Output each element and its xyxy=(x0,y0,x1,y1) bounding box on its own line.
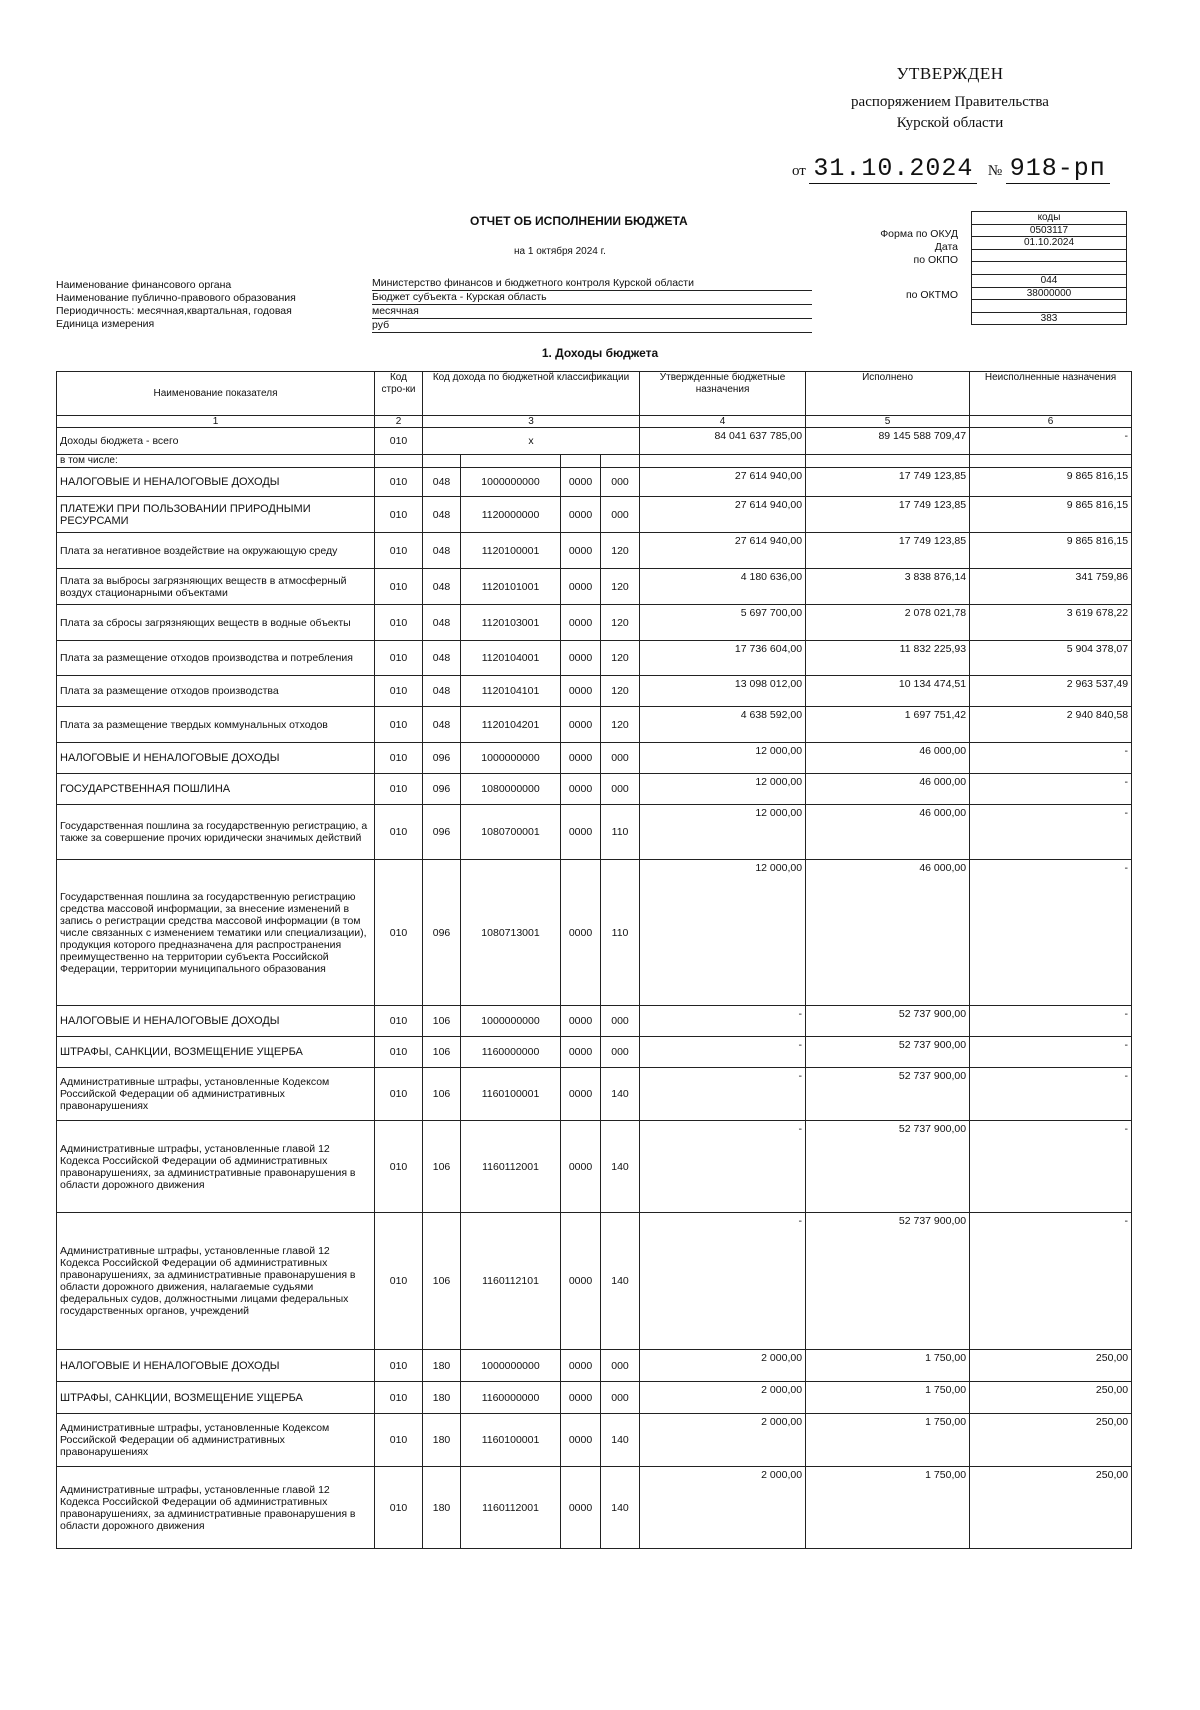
table-row xyxy=(57,860,1132,1006)
row-unexecuted: - xyxy=(970,1006,1132,1037)
row-code: 010 xyxy=(375,569,423,605)
section-title: 1. Доходы бюджета xyxy=(541,346,659,360)
row-name: ШТРАФЫ, САНКЦИИ, ВОЗМЕЩЕНИЕ УЩЕРБА xyxy=(57,1382,375,1414)
row-executed: 1 750,00 xyxy=(806,1382,970,1414)
row-name: Административные штрафы, установленные Кодексом Российской Федерации об административных правонарушениях xyxy=(57,1414,375,1467)
row-name: ПЛАТЕЖИ ПРИ ПОЛЬЗОВАНИИ ПРИРОДНЫМИ РЕСУРСАМИ xyxy=(57,497,375,533)
row-code: 010 xyxy=(375,533,423,569)
code-main: 1120103001 xyxy=(461,605,561,641)
codes-box xyxy=(971,211,1127,325)
table-row xyxy=(57,743,1132,774)
table-row xyxy=(57,1350,1132,1382)
code-kind: 000 xyxy=(601,1006,640,1037)
row-executed: 46 000,00 xyxy=(806,774,970,805)
code-program: 0000 xyxy=(561,1350,601,1382)
total-executed: 89 145 588 709,47 xyxy=(806,428,970,455)
col-number: 5 xyxy=(806,416,970,428)
code-kind: 000 xyxy=(601,1350,640,1382)
code-admin: 048 xyxy=(423,497,461,533)
date-label: Дата xyxy=(934,241,958,253)
row-unexecuted: 2 963 537,49 xyxy=(970,676,1132,707)
code-program: 0000 xyxy=(561,569,601,605)
row-unexecuted: 3 619 678,22 xyxy=(970,605,1132,641)
code-admin: 106 xyxy=(423,1037,461,1068)
row-name: Государственная пошлина за государственную регистрацию, а также за совершение прочих юридически значимых действий xyxy=(57,805,375,860)
row-name: Плата за сбросы загрязняющих веществ в водные объекты xyxy=(57,605,375,641)
total-unexecuted: - xyxy=(970,428,1132,455)
approval-date-line xyxy=(792,154,1110,183)
approval-date: 31.10.2024 xyxy=(809,154,977,184)
header-income-code: Код дохода по бюджетной классификации xyxy=(423,372,640,416)
income-table xyxy=(56,371,1132,1549)
row-unexecuted: 9 865 816,15 xyxy=(970,533,1132,569)
code-program: 0000 xyxy=(561,1006,601,1037)
code-admin: 106 xyxy=(423,1006,461,1037)
row-code: 010 xyxy=(375,1213,423,1350)
row-unexecuted: - xyxy=(970,805,1132,860)
code-admin: 096 xyxy=(423,743,461,774)
code-main: 1160112001 xyxy=(461,1467,561,1549)
table-row xyxy=(57,468,1132,497)
code-kind: 120 xyxy=(601,641,640,676)
code-admin: 048 xyxy=(423,676,461,707)
table-row xyxy=(57,533,1132,569)
row-unexecuted: 9 865 816,15 xyxy=(970,468,1132,497)
row-approved: 12 000,00 xyxy=(640,805,806,860)
code-main: 1120104201 xyxy=(461,707,561,743)
code-program: 0000 xyxy=(561,1467,601,1549)
codes-blank xyxy=(972,300,1126,313)
code-program: 0000 xyxy=(561,605,601,641)
row-executed: 52 737 900,00 xyxy=(806,1037,970,1068)
code-admin: 106 xyxy=(423,1213,461,1350)
row-name: ГОСУДАРСТВЕННАЯ ПОШЛИНА xyxy=(57,774,375,805)
row-name: Административные штрафы, установленные Кодексом Российской Федерации об административных правонарушениях xyxy=(57,1068,375,1121)
code-kind: 120 xyxy=(601,676,640,707)
row-code: 010 xyxy=(375,1037,423,1068)
code-main: 1000000000 xyxy=(461,743,561,774)
code-program: 0000 xyxy=(561,1068,601,1121)
row-approved: 12 000,00 xyxy=(640,774,806,805)
code-admin: 106 xyxy=(423,1121,461,1213)
code-program: 0000 xyxy=(561,743,601,774)
row-approved: 27 614 940,00 xyxy=(640,497,806,533)
code-kind: 110 xyxy=(601,805,640,860)
table-row xyxy=(57,497,1132,533)
table-row xyxy=(57,707,1132,743)
approval-line-1: распоряжением Правительства xyxy=(851,94,1049,110)
row-approved: 5 697 700,00 xyxy=(640,605,806,641)
total-approved: 84 041 637 785,00 xyxy=(640,428,806,455)
table-row xyxy=(57,641,1132,676)
code-admin: 048 xyxy=(423,641,461,676)
okpo-code xyxy=(972,250,1126,263)
code-main: 1120104001 xyxy=(461,641,561,676)
row-executed: 52 737 900,00 xyxy=(806,1121,970,1213)
code-main: 1080700001 xyxy=(461,805,561,860)
row-code: 010 xyxy=(375,860,423,1006)
col-number: 1 xyxy=(57,416,375,428)
col-number: 4 xyxy=(640,416,806,428)
code-program: 0000 xyxy=(561,1121,601,1213)
header-approved: Утвержденные бюджетные назначения xyxy=(640,372,806,416)
code-main: 1000000000 xyxy=(461,468,561,497)
row-code: 010 xyxy=(375,1382,423,1414)
row-code: 010 xyxy=(375,1068,423,1121)
row-executed: 2 078 021,78 xyxy=(806,605,970,641)
row-code: 010 xyxy=(375,676,423,707)
fin-body-value: Министерство финансов и бюджетного контроля Курской области xyxy=(372,277,812,291)
fin-body-label: Наименование финансового органа xyxy=(56,279,232,291)
row-executed: 1 750,00 xyxy=(806,1414,970,1467)
row-executed: 17 749 123,85 xyxy=(806,497,970,533)
oktmo-code: 38000000 xyxy=(972,288,1126,301)
code-main: 1160000000 xyxy=(461,1037,561,1068)
code-main: 1080000000 xyxy=(461,774,561,805)
row-approved: 2 000,00 xyxy=(640,1350,806,1382)
code-main: 1000000000 xyxy=(461,1006,561,1037)
okud-code: 0503117 xyxy=(972,225,1126,238)
row-approved: 27 614 940,00 xyxy=(640,468,806,497)
okei-code: 383 xyxy=(1040,312,1058,324)
table-row xyxy=(57,1121,1132,1213)
approval-number-prefix: № xyxy=(987,163,1003,179)
code-main: 1120104101 xyxy=(461,676,561,707)
code-admin: 180 xyxy=(423,1414,461,1467)
row-executed: 10 134 474,51 xyxy=(806,676,970,707)
row-code: 010 xyxy=(375,1467,423,1549)
header-row-code: Код стро-ки xyxy=(375,372,423,416)
report-date-code: 01.10.2024 xyxy=(972,237,1126,250)
row-approved: 17 736 604,00 xyxy=(640,641,806,676)
row-executed: 3 838 876,14 xyxy=(806,569,970,605)
row-executed: 17 749 123,85 xyxy=(806,533,970,569)
row-approved: 12 000,00 xyxy=(640,860,806,1006)
row-unexecuted: 250,00 xyxy=(970,1382,1132,1414)
header-name: Наименование показателя xyxy=(57,372,375,416)
code-main: 1160112001 xyxy=(461,1121,561,1213)
code-kind: 000 xyxy=(601,468,640,497)
row-code: 010 xyxy=(375,805,423,860)
code-admin: 048 xyxy=(423,533,461,569)
code-kind: 140 xyxy=(601,1068,640,1121)
code-main: 1160100001 xyxy=(461,1068,561,1121)
code-main: 1120000000 xyxy=(461,497,561,533)
row-name: Плата за выбросы загрязняющих веществ в атмосферный воздух стационарными объектами xyxy=(57,569,375,605)
okud-label: Форма по ОКУД xyxy=(880,228,958,240)
row-unexecuted: 250,00 xyxy=(970,1467,1132,1549)
code-admin: 180 xyxy=(423,1382,461,1414)
code-kind: 140 xyxy=(601,1414,640,1467)
table-row xyxy=(57,676,1132,707)
row-unexecuted: - xyxy=(970,1121,1132,1213)
code-program: 0000 xyxy=(561,533,601,569)
code-program: 0000 xyxy=(561,1382,601,1414)
code-kind: 000 xyxy=(601,1037,640,1068)
col-number: 6 xyxy=(970,416,1132,428)
approval-date-prefix: от xyxy=(792,163,806,179)
row-code: 010 xyxy=(375,743,423,774)
row-approved: - xyxy=(640,1006,806,1037)
row-name: Плата за размещение отходов производства xyxy=(57,676,375,707)
table-row xyxy=(57,1382,1132,1414)
row-code: 010 xyxy=(375,1414,423,1467)
code-kind: 000 xyxy=(601,1382,640,1414)
row-code: 010 xyxy=(375,641,423,676)
row-name: НАЛОГОВЫЕ И НЕНАЛОГОВЫЕ ДОХОДЫ xyxy=(57,1006,375,1037)
code-program: 0000 xyxy=(561,1414,601,1467)
total-code: x xyxy=(423,428,640,455)
row-executed: 1 750,00 xyxy=(806,1350,970,1382)
table-row xyxy=(57,1068,1132,1121)
codes-spacer xyxy=(972,262,1126,275)
including-label: в том числе: xyxy=(57,455,375,468)
col-number: 3 xyxy=(423,416,640,428)
row-approved: 13 098 012,00 xyxy=(640,676,806,707)
row-name: Административные штрафы, установленные главой 12 Кодекса Российской Федерации об административных правонарушениях, за административные правонарушения в области дорожного движения, налагаемые судьями федеральных судов, должностными лицами федеральных государственных органов, учреждений xyxy=(57,1213,375,1350)
row-code: 010 xyxy=(375,605,423,641)
row-approved: 2 000,00 xyxy=(640,1382,806,1414)
table-row xyxy=(57,805,1132,860)
row-code: 010 xyxy=(375,497,423,533)
col-number: 2 xyxy=(375,416,423,428)
total-name: Доходы бюджета - всего xyxy=(57,428,375,455)
row-approved: 27 614 940,00 xyxy=(640,533,806,569)
code-program: 0000 xyxy=(561,1213,601,1350)
code-program: 0000 xyxy=(561,860,601,1006)
code-admin: 048 xyxy=(423,707,461,743)
row-approved: 2 000,00 xyxy=(640,1467,806,1549)
row-name: Государственная пошлина за государственную регистрацию средства массовой информации, за внесение изменений в запись о регистрации средства массовой информации (в том числе связанных с изменением тематики или специализации), продукция которого предназначена для распространения преимущественно на территории субъекта Российской Федерации, территории муниципального образования xyxy=(57,860,375,1006)
row-unexecuted: 2 940 840,58 xyxy=(970,707,1132,743)
row-approved: - xyxy=(640,1068,806,1121)
code-main: 1160000000 xyxy=(461,1382,561,1414)
table-row xyxy=(57,1037,1132,1068)
code-kind: 120 xyxy=(601,707,640,743)
unit-label: Единица измерения xyxy=(56,318,155,330)
code-kind: 120 xyxy=(601,605,640,641)
row-executed: 1 697 751,42 xyxy=(806,707,970,743)
header-executed: Исполнено xyxy=(806,372,970,416)
total-row xyxy=(57,428,1132,455)
report-title: ОТЧЕТ ОБ ИСПОЛНЕНИИ БЮДЖЕТА xyxy=(470,214,688,228)
row-unexecuted: - xyxy=(970,774,1132,805)
row-unexecuted: - xyxy=(970,1068,1132,1121)
row-executed: 17 749 123,85 xyxy=(806,468,970,497)
oktmo-label: по ОКТМО xyxy=(905,289,958,301)
code-admin: 096 xyxy=(423,860,461,1006)
row-unexecuted: 250,00 xyxy=(970,1350,1132,1382)
table-row xyxy=(57,1213,1132,1350)
approval-title: УТВЕРЖДЕН xyxy=(896,64,1004,83)
row-approved: 4 180 636,00 xyxy=(640,569,806,605)
unit-value: руб xyxy=(372,319,812,333)
row-name: Административные штрафы, установленные главой 12 Кодекса Российской Федерации об административных правонарушениях, за административные правонарушения в области дорожного движения xyxy=(57,1121,375,1213)
row-name: Плата за негативное воздействие на окружающую среду xyxy=(57,533,375,569)
row-unexecuted: - xyxy=(970,1037,1132,1068)
row-name: Плата за размещение твердых коммунальных отходов xyxy=(57,707,375,743)
row-executed: 52 737 900,00 xyxy=(806,1213,970,1350)
approval-number: 918-рп xyxy=(1006,154,1110,184)
header-unexecuted: Неисполненные назначения xyxy=(970,372,1132,416)
code-program: 0000 xyxy=(561,497,601,533)
code-program: 0000 xyxy=(561,805,601,860)
row-approved: 2 000,00 xyxy=(640,1414,806,1467)
row-executed: 46 000,00 xyxy=(806,743,970,774)
code-kind: 140 xyxy=(601,1467,640,1549)
code-program: 0000 xyxy=(561,707,601,743)
code-main: 1080713001 xyxy=(461,860,561,1006)
approval-authority xyxy=(820,92,1080,134)
row-unexecuted: - xyxy=(970,860,1132,1006)
row-code: 010 xyxy=(375,1006,423,1037)
code-program: 0000 xyxy=(561,641,601,676)
code-main: 1120101001 xyxy=(461,569,561,605)
row-executed: 46 000,00 xyxy=(806,860,970,1006)
row-executed: 1 750,00 xyxy=(806,1467,970,1549)
okpo-label: по ОКПО xyxy=(913,254,958,266)
row-unexecuted: 250,00 xyxy=(970,1414,1132,1467)
row-executed: 46 000,00 xyxy=(806,805,970,860)
code-main: 1160100001 xyxy=(461,1414,561,1467)
code-kind: 140 xyxy=(601,1121,640,1213)
row-name: НАЛОГОВЫЕ И НЕНАЛОГОВЫЕ ДОХОДЫ xyxy=(57,1350,375,1382)
code-kind: 110 xyxy=(601,860,640,1006)
row-approved: - xyxy=(640,1121,806,1213)
table-row xyxy=(57,569,1132,605)
table-row xyxy=(57,1414,1132,1467)
row-code: 010 xyxy=(375,468,423,497)
code-admin: 180 xyxy=(423,1350,461,1382)
code-kind: 140 xyxy=(601,1213,640,1350)
table-row xyxy=(57,1006,1132,1037)
row-name: ШТРАФЫ, САНКЦИИ, ВОЗМЕЩЕНИЕ УЩЕРБА xyxy=(57,1037,375,1068)
code-kind: 000 xyxy=(601,497,640,533)
period-label: Периодичность: месячная,квартальная, годовая xyxy=(56,305,292,317)
row-code: 010 xyxy=(375,1121,423,1213)
row-approved: - xyxy=(640,1037,806,1068)
code-program: 0000 xyxy=(561,676,601,707)
code-kind: 120 xyxy=(601,533,640,569)
including-row xyxy=(57,455,1132,468)
code-main: 1120100001 xyxy=(461,533,561,569)
code-kind: 000 xyxy=(601,774,640,805)
period-value: месячная xyxy=(372,305,812,319)
row-code: 010 xyxy=(375,774,423,805)
row-code: 010 xyxy=(375,1350,423,1382)
code-admin: 096 xyxy=(423,805,461,860)
code-main: 1000000000 xyxy=(461,1350,561,1382)
entity-value: Бюджет субъекта - Курская область xyxy=(372,291,812,305)
row-unexecuted: - xyxy=(970,1213,1132,1350)
code-admin: 048 xyxy=(423,605,461,641)
row-name: Административные штрафы, установленные главой 12 Кодекса Российской Федерации об административных правонарушениях, за административные правонарушения в области дорожного движения xyxy=(57,1467,375,1549)
table-row xyxy=(57,605,1132,641)
row-name: Плата за размещение отходов производства и потребления xyxy=(57,641,375,676)
row-code: 010 xyxy=(375,707,423,743)
row-unexecuted: 9 865 816,15 xyxy=(970,497,1132,533)
codes-header: коды xyxy=(972,212,1126,225)
row-approved: - xyxy=(640,1213,806,1350)
code-admin: 106 xyxy=(423,1068,461,1121)
row-approved: 4 638 592,00 xyxy=(640,707,806,743)
code-main: 1160112101 xyxy=(461,1213,561,1350)
code-program: 0000 xyxy=(561,774,601,805)
row-unexecuted: 5 904 378,07 xyxy=(970,641,1132,676)
code-admin: 048 xyxy=(423,468,461,497)
code-admin: 096 xyxy=(423,774,461,805)
code-admin: 048 xyxy=(423,569,461,605)
entity-label: Наименование публично-правового образования xyxy=(56,292,296,304)
report-date: на 1 октября 2024 г. xyxy=(514,246,606,257)
row-name: НАЛОГОВЫЕ И НЕНАЛОГОВЫЕ ДОХОДЫ xyxy=(57,468,375,497)
row-name: НАЛОГОВЫЕ И НЕНАЛОГОВЫЕ ДОХОДЫ xyxy=(57,743,375,774)
row-executed: 52 737 900,00 xyxy=(806,1068,970,1121)
row-executed: 11 832 225,93 xyxy=(806,641,970,676)
code-program: 0000 xyxy=(561,1037,601,1068)
glava-code: 044 xyxy=(972,275,1126,288)
table-row xyxy=(57,1467,1132,1549)
row-approved: 12 000,00 xyxy=(640,743,806,774)
row-unexecuted: 341 759,86 xyxy=(970,569,1132,605)
table-row xyxy=(57,774,1132,805)
code-kind: 000 xyxy=(601,743,640,774)
code-program: 0000 xyxy=(561,468,601,497)
row-unexecuted: - xyxy=(970,743,1132,774)
total-row-code: 010 xyxy=(375,428,423,455)
code-admin: 180 xyxy=(423,1467,461,1549)
code-kind: 120 xyxy=(601,569,640,605)
row-executed: 52 737 900,00 xyxy=(806,1006,970,1037)
approval-line-2: Курской области xyxy=(896,115,1004,131)
